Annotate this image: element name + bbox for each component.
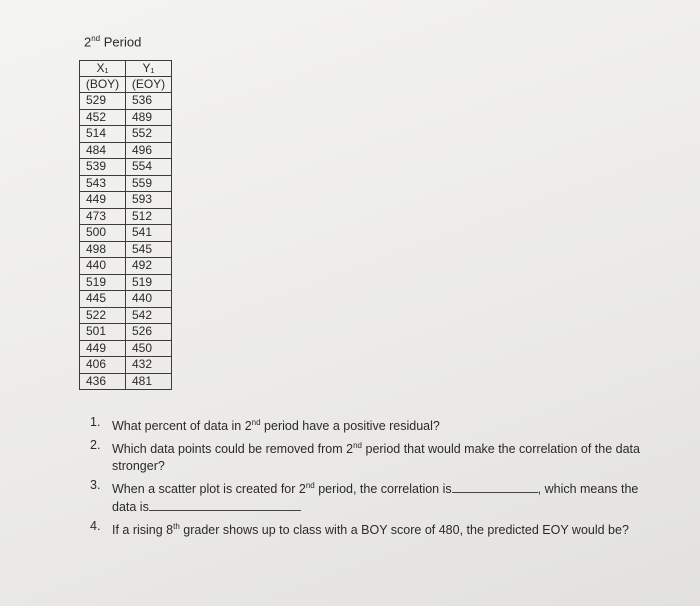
boy-cell: 519: [80, 274, 126, 291]
title-text: Period: [103, 34, 142, 50]
eoy-cell: 519: [126, 274, 172, 291]
question-2: [86, 437, 666, 475]
boy-cell: 449: [80, 192, 126, 209]
table-header-row: [80, 61, 172, 77]
question-text: period, the correlation is: [314, 482, 452, 497]
ordinal-suffix: nd: [353, 441, 363, 451]
question-number: 2.: [90, 438, 101, 453]
boy-cell: 445: [80, 291, 126, 308]
boy-cell: 449: [80, 340, 126, 357]
eoy-cell: 481: [126, 373, 172, 390]
table-body: [80, 93, 172, 390]
question-text: What percent of data in 2: [112, 419, 252, 434]
boy-cell: 500: [80, 225, 126, 242]
eoy-cell: 526: [126, 324, 172, 341]
x-label-header: (BOY): [80, 77, 126, 93]
question-4: [86, 518, 666, 539]
x-variable-header: X₁: [80, 61, 126, 77]
title-suffix: nd: [91, 34, 101, 43]
eoy-cell: 536: [126, 93, 172, 110]
eoy-cell: 432: [126, 357, 172, 374]
eoy-cell: 541: [126, 225, 172, 242]
data-table: [79, 60, 172, 390]
table-row: [80, 142, 172, 159]
boy-cell: 406: [80, 357, 126, 374]
boy-cell: 514: [80, 126, 126, 143]
table-header-row: [80, 77, 172, 93]
y-variable-header: Y₁: [126, 61, 172, 77]
boy-cell: 539: [80, 159, 126, 176]
ordinal-suffix: nd: [251, 418, 261, 427]
eoy-cell: 554: [126, 159, 172, 176]
eoy-cell: 492: [126, 258, 172, 275]
table-row: [80, 258, 172, 275]
data-description-blank[interactable]: [149, 498, 301, 511]
table-row: [80, 208, 172, 225]
table-row: [80, 307, 172, 324]
page-title: [84, 34, 141, 49]
table-row: [80, 324, 172, 341]
question-text: Which data points could be removed from 2: [112, 442, 354, 457]
question-number: 1.: [90, 415, 101, 429]
table-row: [80, 340, 172, 357]
table-row: [80, 225, 172, 242]
eoy-cell: 496: [126, 142, 172, 159]
eoy-cell: 559: [126, 175, 172, 192]
boy-cell: 522: [80, 307, 126, 324]
boy-cell: 543: [80, 175, 126, 192]
question-text: grader shows up to class with a BOY score of 480, the predicted EOY would be?: [179, 523, 629, 538]
boy-cell: 498: [80, 241, 126, 258]
table-row: [80, 241, 172, 258]
boy-cell: 436: [80, 373, 126, 390]
question-text: period have a positive residual?: [260, 419, 440, 434]
boy-cell: 440: [80, 258, 126, 275]
table-row: [80, 373, 172, 390]
eoy-cell: 512: [126, 208, 172, 225]
question-text: period that would make the correlation of the data stronger?: [112, 442, 640, 474]
boy-cell: 529: [80, 93, 126, 110]
eoy-cell: 450: [126, 340, 172, 357]
table-row: [80, 192, 172, 209]
question-1: [86, 414, 666, 435]
eoy-cell: 545: [126, 241, 172, 258]
question-list: [86, 414, 666, 540]
ordinal-suffix: nd: [305, 481, 315, 491]
eoy-cell: 552: [126, 126, 172, 143]
title-number: 2: [84, 34, 92, 50]
ordinal-suffix: th: [173, 522, 180, 532]
table-row: [80, 159, 172, 176]
table-row: [80, 175, 172, 192]
eoy-cell: 542: [126, 307, 172, 324]
boy-cell: 501: [80, 324, 126, 341]
question-number: 3.: [90, 478, 101, 493]
question-number: 4.: [90, 519, 101, 534]
boy-cell: 452: [80, 109, 126, 126]
boy-cell: 473: [80, 208, 126, 225]
question-text: , which means the data is: [112, 482, 639, 515]
question-3: [86, 477, 666, 516]
table-row: [80, 357, 172, 374]
eoy-cell: 593: [126, 192, 172, 209]
eoy-cell: 489: [126, 109, 172, 126]
y-label-header: (EOY): [126, 77, 172, 93]
table-row: [80, 291, 172, 308]
question-text: When a scatter plot is created for 2: [112, 482, 306, 497]
table-row: [80, 126, 172, 143]
table-row: [80, 274, 172, 291]
correlation-blank[interactable]: [452, 480, 538, 493]
eoy-cell: 440: [126, 291, 172, 308]
table-row: [80, 109, 172, 126]
boy-cell: 484: [80, 142, 126, 159]
table-row: [80, 93, 172, 110]
question-text: If a rising 8: [112, 523, 174, 538]
